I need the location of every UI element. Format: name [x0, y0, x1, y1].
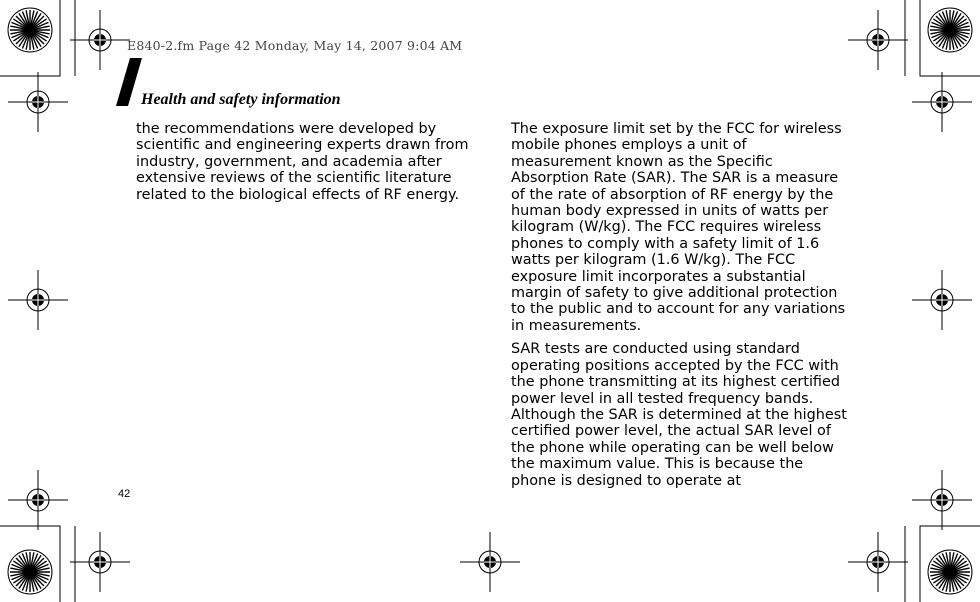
registration-mark-icon	[848, 532, 908, 592]
paragraph: the recommendations were developed by scientific and engineering experts drawn from industry, government, and academia after extensive reviews of the scientific literature related to the biological effects of RF energy.	[136, 121, 469, 203]
starburst-icon	[928, 550, 972, 594]
registration-mark-icon	[8, 270, 68, 330]
starburst-icon	[928, 8, 972, 52]
starburst-icon	[8, 550, 52, 594]
registration-mark-icon	[912, 470, 972, 530]
page-number: 42	[118, 488, 131, 500]
paragraph: The exposure limit set by the FCC for wireless mobile phones employs a unit of measurement known as the Specific Absorption Rate (SAR). The SAR is a measure of the rate of absorption of RF energy by the human body expressed in units of watts per kilogram (W/kg). The FCC requires wireless phones to comply with a safety limit of 1.6 watts per kilogram (1.6 W/kg). The FCC exposure limit incorporates a substantial margin of safety to give additional protection to the public and to account for any variations in measurements.	[511, 121, 846, 334]
starburst-icon	[8, 8, 52, 52]
paragraph: SAR tests are conducted using standard operating positions accepted by the FCC with the phone transmitting at its highest certified power level in all tested frequency bands. Although the SAR is determined at the highest certified power level, the actual SAR level of the phone while operating can be well below the maximum value. This is because the phone is designed to operate at	[511, 341, 847, 489]
registration-mark-icon	[70, 532, 130, 592]
running-head: Health and safety information	[141, 91, 341, 108]
header-bar	[116, 58, 142, 106]
registration-mark-icon	[848, 10, 908, 70]
registration-mark-icon	[912, 72, 972, 132]
left-column	[136, 121, 476, 210]
registration-mark-icon	[8, 72, 68, 132]
registration-mark-icon	[912, 270, 972, 330]
registration-mark-icon	[460, 532, 520, 592]
right-column	[511, 121, 849, 496]
registration-mark-icon	[8, 470, 68, 530]
registration-mark-icon	[70, 10, 130, 70]
file-info-header: E840-2.fm Page 42 Monday, May 14, 2007 9:04 AM	[127, 38, 463, 53]
